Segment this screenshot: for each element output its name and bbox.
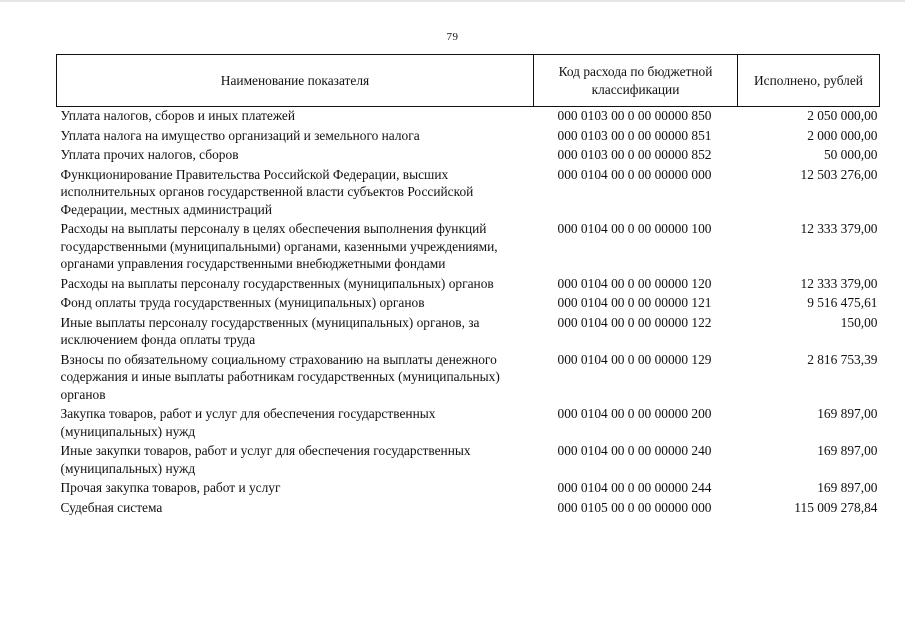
table-row [57,220,880,275]
row-executed-amount: 115 009 278,84 [794,499,878,515]
row-indicator-name: Уплата прочих налогов, сборов [60,147,239,162]
row-expense-code: 000 0104 00 0 00 00000 000 [557,166,712,182]
table-row [57,479,880,499]
row-indicator-name: Фонд оплаты труда государственных (муниципальных) органов [60,295,425,310]
row-executed-amount: 12 503 276,00 [800,166,878,182]
table-row [57,405,880,442]
row-indicator-name: Расходы на выплаты персоналу государственных (муниципальных) органов [60,275,494,291]
row-expense-code: 000 0103 00 0 00 00000 850 [557,108,712,123]
page-number: 79 [446,31,459,43]
table-row [57,275,880,295]
row-expense-code: 000 0104 00 0 00 00000 120 [557,275,712,291]
row-indicator-name: Уплата налога на имущество организаций и земельного налога [60,127,420,143]
row-indicator-name: Иные закупки товаров, работ и услуг для обеспечения государственных (муниципальных) нужд [60,443,471,476]
row-expense-code: 000 0105 00 0 00 00000 000 [557,499,712,515]
row-indicator-name: Уплата налогов, сборов и иных платежей [60,108,296,123]
header-expense-code: Код расхода по бюджетной классификации [534,55,738,107]
row-indicator-name: Расходы на выплаты персоналу в целях обеспечения выполнения функций государственными (муниципальными) органами, казенными учреждениями, органами управления государственными внебюджетными фондами [60,221,498,271]
row-executed-amount: 169 897,00 [817,406,878,421]
table-row [57,499,880,519]
row-expense-code: 000 0104 00 0 00 00000 121 [557,295,712,310]
row-executed-amount: 12 333 379,00 [800,275,878,291]
row-executed-amount: 12 333 379,00 [800,221,878,236]
row-expense-code: 000 0104 00 0 00 00000 240 [557,443,712,458]
header-executed-amount: Исполнено, рублей [738,55,880,107]
scan-top-edge [0,0,905,2]
row-indicator-name: Иные выплаты персоналу государственных (муниципальных) органов, за исключением фонда оплаты труда [60,314,480,347]
row-executed-amount: 2 000 000,00 [807,127,878,143]
row-executed-amount: 2 050 000,00 [807,108,878,123]
table-row [57,107,880,127]
row-indicator-name: Прочая закупка товаров, работ и услуг [60,480,281,495]
row-executed-amount: 50 000,00 [823,147,878,162]
table-row [57,314,880,351]
table-row [57,442,880,479]
table-row [57,127,880,147]
row-executed-amount: 9 516 475,61 [807,295,878,310]
row-expense-code: 000 0104 00 0 00 00000 200 [557,406,712,421]
table-row [57,351,880,406]
row-indicator-name: Судебная система [60,499,163,515]
table-body [57,107,880,519]
table-header-row [57,55,880,107]
row-executed-amount: 169 897,00 [817,480,878,495]
row-executed-amount: 150,00 [840,314,878,330]
budget-execution-table [56,54,880,518]
table-row [57,294,880,314]
row-executed-amount: 169 897,00 [817,443,878,458]
row-indicator-name: Функционирование Правительства Российской Федерации, высших исполнительных органов государственной власти субъектов Российской Федерации, местных администраций [60,166,474,217]
row-expense-code: 000 0104 00 0 00 00000 100 [557,221,712,236]
header-indicator-name: Наименование показателя [57,55,534,107]
row-expense-code: 000 0103 00 0 00 00000 851 [557,127,712,143]
row-expense-code: 000 0104 00 0 00 00000 129 [557,351,712,367]
row-expense-code: 000 0104 00 0 00 00000 122 [557,314,712,330]
row-indicator-name: Закупка товаров, работ и услуг для обеспечения государственных (муниципальных) нужд [60,406,436,439]
table-row [57,146,880,166]
row-indicator-name: Взносы по обязательному социальному страхованию на выплаты денежного содержания и иные выплаты работникам государственных (муниципальных) органов [60,351,500,402]
row-expense-code: 000 0104 00 0 00 00000 244 [557,480,712,495]
row-executed-amount: 2 816 753,39 [807,351,878,367]
row-expense-code: 000 0103 00 0 00 00000 852 [557,147,712,162]
table-row [57,166,880,221]
